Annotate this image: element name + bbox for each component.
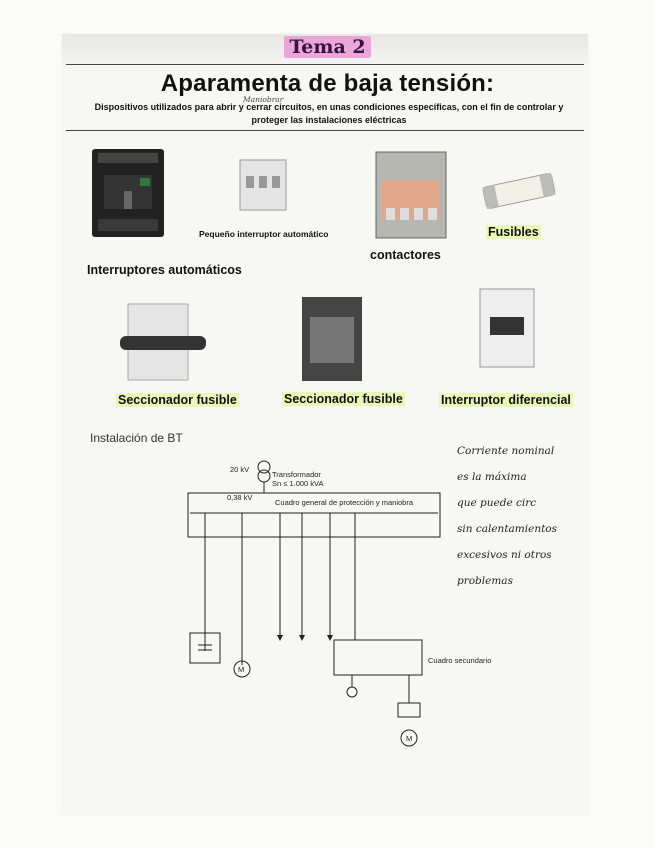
handwritten-note [457,438,597,594]
installation-heading: Instalación de BT [90,431,183,445]
page-title: Aparamenta de baja tensión: [160,70,495,97]
label-secondary-panel: Cuadro secundario [428,656,492,665]
handwritten-line: problemas [457,575,513,587]
handwritten-line: excesivos ni otros [457,549,552,561]
breaker-image [90,145,166,240]
motor-label-1: M [238,665,245,674]
handwritten-line: Corriente nominal [457,445,555,457]
label-seccionador-fusible-1: Seccionador fusible [118,393,237,407]
mini-breaker-image [238,158,288,214]
header-rule-top [66,64,584,65]
handwritten-line: sin calentamientos [457,523,558,535]
label-contactores: contactores [370,248,441,262]
switch-disconnector-image [118,300,208,382]
label-fusibles: Fusibles [488,225,539,239]
motor-label-2: M [406,734,413,743]
contactor-image [372,150,452,242]
label-interruptores-automaticos: Interruptores automáticos [87,263,242,277]
label-038kv: 0,38 kV [227,493,253,502]
label-interruptor-diferencial: Interruptor diferencial [441,393,571,407]
label-transformer-power: Sn ≤ 1.000 kVA [272,479,324,488]
topic-label: Tema 2 [284,36,370,58]
label-seccionador-fusible-2: Seccionador fusible [284,392,403,406]
label-main-panel: Cuadro general de protección y maniobra [275,498,413,507]
handwritten-line: es la máxima [457,471,527,483]
differential-switch-image [476,287,538,369]
label-transformer: Transformador [272,470,321,479]
fuse-image [478,168,560,214]
label-20kv: 20 kV [230,465,250,474]
label-pequeno-interruptor: Pequeño interruptor automático [199,229,329,239]
handwritten-annotation: Maniobrar [243,95,284,104]
header-rule-bottom [66,130,584,131]
page-subtitle: Dispositivos utilizados para abrir y cerrar circuitos, en unas condiciones específicas, con el fin de controlar y proteger las instalaciones eléctricas [94,102,564,125]
handwritten-line: que puede circ [457,497,537,509]
fuse-disconnector-image [296,293,368,385]
topic-heading [0,36,655,58]
